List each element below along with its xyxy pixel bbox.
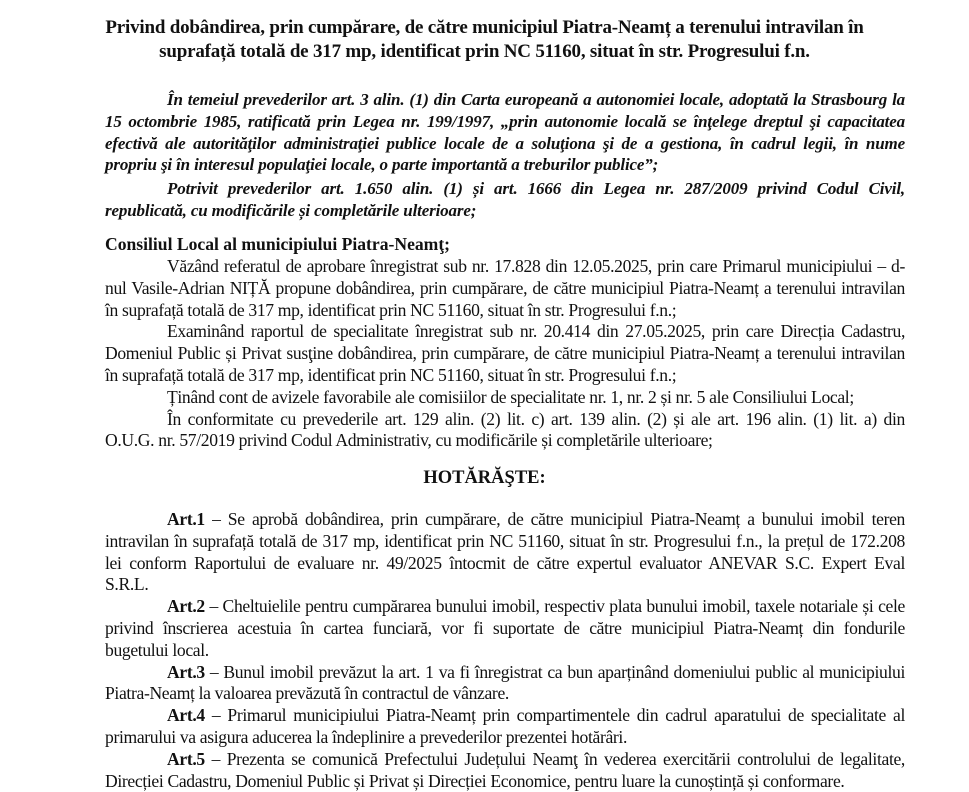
text-line: lei conform Raportului de evaluare nr. 49/2025 întocmit de către expertul evaluator ANEVAR S.C. Expert Eval (105, 552, 905, 573)
article-text: – Prezenta se comunică Prefectului Județului Neamţ în vederea exercitării controlului de legalitate, (204, 748, 905, 769)
article-label: Art.4 (167, 705, 205, 726)
text-line: În temeiul prevederilor art. 3 alin. (1) din Carta europeană a autonomiei locale, adoptată la Strasbourg la (167, 90, 905, 109)
text-line: Domeniul Public și Privat susţine dobândirea, prin cumpărare, de către municipiul Piatra-Neamț a terenului intravilan (105, 343, 905, 364)
article-label: Art.1 (167, 509, 205, 529)
text-line: 15 octombrie 1985, ratificată prin Legea nr. 199/1997, „prin autonomie locală se înţelege dreptul şi capacitatea (105, 111, 905, 131)
council-heading-text: Consiliul Local al municipiului Piatra-Neamţ; (105, 234, 451, 254)
text-line: nul Vasile-Adrian NIȚĂ propune dobândirea, prin cumpărare, de către municipiul Piatra-Neamț a terenului intravilan (105, 277, 905, 298)
text-line: Direcției Cadastru, Domeniul Public și Privat și Direcției Economice, pentru luare la cunoștință și conformare. (105, 770, 845, 791)
paragraph-tinand (105, 387, 905, 409)
text-line (105, 749, 905, 771)
text-line: primarului va asigura aducerea la îndeplinire a prevederilor prezentei hotărâri. (105, 726, 628, 747)
text-line: Piatra-Neamț la valoarea prevăzută în contractul de vânzare. (105, 683, 509, 704)
text-line: Potrivit prevederilor art. 1.650 alin. (1) și art. 1666 din Legea nr. 287/2009 privind Codul Civil, (167, 179, 905, 198)
text-line: Văzând referatul de aprobare înregistrat sub nr. 17.828 din 12.05.2025, prin care Primarul municipiului – d- (167, 256, 905, 276)
article-text: – Bunul imobil prevăzut la art. 1 va fi înregistrat ca bun aparținând domeniului public al municipiului (204, 661, 905, 682)
text-line (105, 705, 905, 727)
text-line: privind înscrierea acestuia în cartea funciară, vor fi suportate de către municipiul Piatra-Neamț din fondurile (105, 617, 905, 638)
article-text: – Primarul municipiului Piatra-Neamț prin compartimentele din cadrul aparatului de specialitate al (204, 705, 905, 726)
title-line: Privind dobândirea, prin cumpărare, de către municipiul Piatra-Neamț a terenului intravilan în (105, 17, 864, 38)
text-line: efectivă ale autorităţilor administraţiei publice locale de a soluţiona şi de a gestiona, în cadrul legii, în nume (105, 133, 905, 153)
text-line (105, 509, 905, 531)
article-text: – Cheltuielile pentru cumpărarea bunului imobil, respectiv plata bunului imobil, taxele notariale și cele (204, 596, 905, 617)
preamble-potrivit (105, 178, 905, 222)
document-title (0, 16, 969, 64)
article-5 (105, 749, 905, 792)
text-line: intravilan în suprafață totală de 317 mp, identificat prin NC 51160, situat în str. Progresului f.n., la prețul de 172.208 (105, 530, 905, 551)
paragraph-vazand (105, 256, 905, 321)
text-line: republicată, cu modificările și completările ulterioare; (105, 200, 477, 220)
text-line: în suprafață totală de 317 mp, identificat prin NC 51160, situat în str. Progresului f.n.; (105, 364, 677, 385)
article-1 (105, 509, 905, 596)
decision-heading: HOTĂRĂŞTE: (423, 468, 546, 488)
text-line (105, 662, 905, 684)
council-heading (105, 234, 905, 256)
title-line: suprafață totală de 317 mp, identificat prin NC 51160, situat în str. Progresului f.n. (159, 41, 810, 62)
article-label: Art.5 (167, 748, 205, 769)
article-text: – Se aprobă dobândirea, prin cumpărare, de către municipiul Piatra-Neamț a bunului imobil teren (204, 509, 905, 529)
text-line: bugetului local. (105, 639, 209, 660)
text-line: În conformitate cu prevederile art. 129 alin. (2) lit. c) art. 139 alin. (2) și ale art. 196 alin. (1) lit. a) din (167, 408, 905, 429)
preamble-temei (105, 89, 905, 176)
article-2 (105, 596, 905, 661)
text-line (105, 596, 905, 618)
text-line: Examinând raportul de specialitate înregistrat sub nr. 20.414 din 27.05.2025, prin care Direcția Cadastru, (167, 321, 905, 342)
article-label: Art.3 (167, 661, 205, 682)
paragraph-conformitate (105, 409, 905, 453)
text-line: Ținând cont de avizele favorabile ale comisiilor de specialitate nr. 1, nr. 2 și nr. 5 ale Consiliului Local; (167, 386, 854, 407)
article-3 (105, 662, 905, 706)
article-label: Art.2 (167, 596, 205, 617)
paragraph-examinand (105, 321, 905, 386)
article-4 (105, 705, 905, 749)
text-line: O.U.G. nr. 57/2019 privind Codul Administrativ, cu modificările și completările ulterioare; (105, 430, 713, 451)
text-line: S.R.L. (105, 574, 149, 595)
text-line: în suprafață totală de 317 mp, identificat prin NC 51160, situat în str. Progresului f.n.; (105, 299, 677, 320)
text-line: propriu şi în interesul populaţiei locale, o parte importantă a treburilor publice”; (105, 155, 659, 175)
